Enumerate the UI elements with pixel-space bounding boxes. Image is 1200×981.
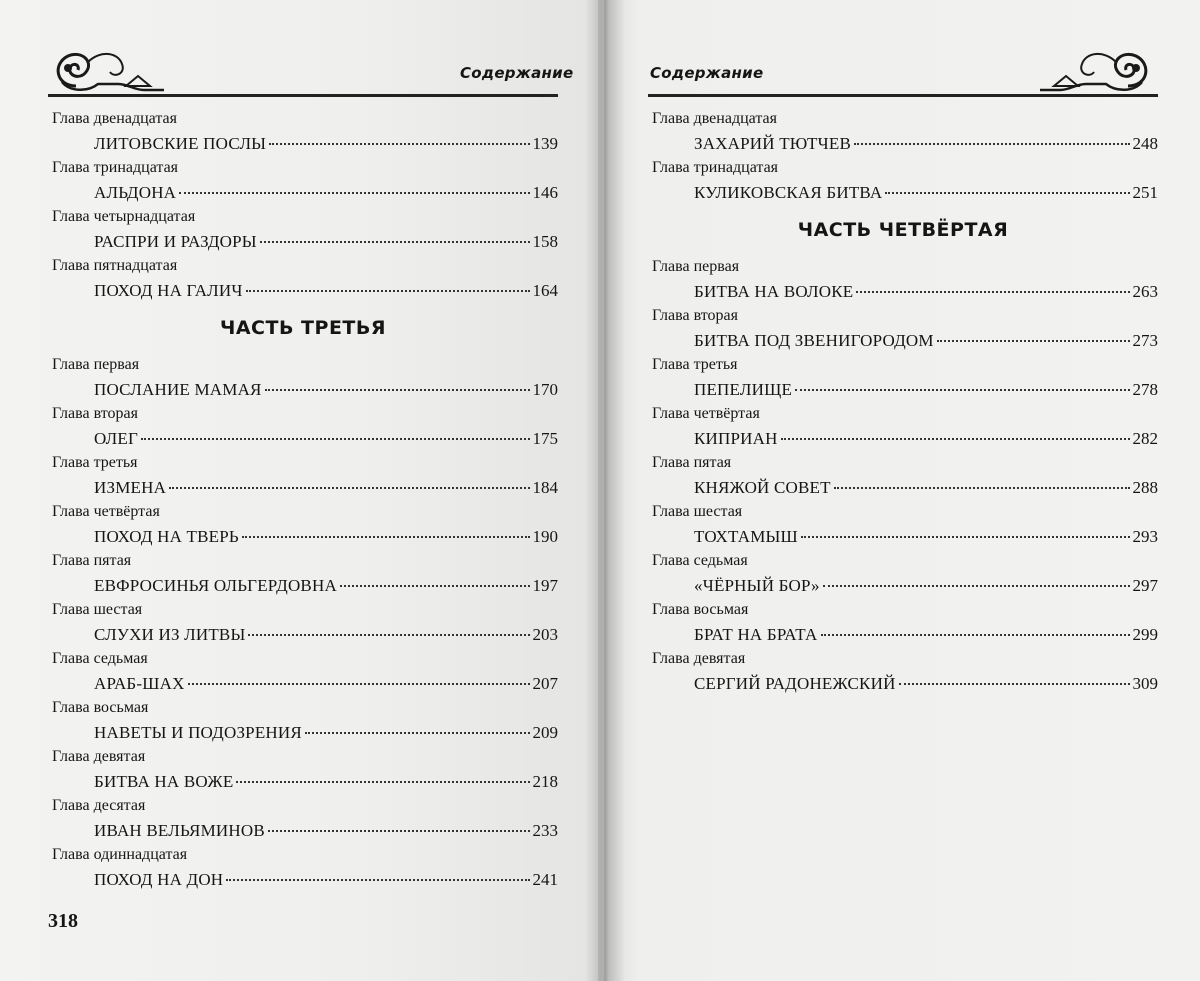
- toc-left: [48, 107, 558, 892]
- toc-entry: [48, 205, 558, 254]
- chapter-title: АРАБ-ШАХ: [94, 674, 185, 693]
- toc-entry: [48, 254, 558, 303]
- chapter-line: [94, 771, 558, 793]
- chapter-line: [694, 182, 1158, 204]
- dot-leader: [823, 585, 1130, 587]
- dot-leader: [801, 536, 1130, 538]
- page-reference: 139: [532, 134, 558, 153]
- page-reference: 158: [532, 232, 558, 251]
- chapter-label: Глава седьмая: [652, 552, 748, 569]
- dot-leader: [179, 192, 529, 194]
- chapter-label: Глава вторая: [52, 405, 138, 422]
- chapter-label: Глава тринадцатая: [52, 159, 179, 176]
- chapter-label: Глава третья: [652, 356, 738, 373]
- part-heading: ЧАСТЬ ТРЕТЬЯ: [220, 317, 386, 339]
- toc-group: [648, 255, 1158, 696]
- chapter-title: ИЗМЕНА: [94, 478, 167, 497]
- page-number: 318: [48, 910, 78, 932]
- chapter-line: [94, 722, 558, 744]
- dot-leader: [141, 438, 530, 440]
- chapter-line: [94, 133, 558, 155]
- toc-entry: [648, 598, 1158, 647]
- chapter-title: ТОХТАМЫШ: [694, 527, 798, 546]
- chapter-title: ПОХОД НА ТВЕРЬ: [94, 527, 239, 546]
- chapter-label: Глава шестая: [652, 503, 743, 520]
- page-reference: 218: [532, 772, 558, 791]
- chapter-title: БРАТ НА БРАТА: [694, 625, 818, 644]
- toc-entry: [648, 549, 1158, 598]
- chapter-line: [694, 673, 1158, 695]
- dot-leader: [248, 634, 529, 636]
- dot-leader: [937, 340, 1130, 342]
- chapter-line: [94, 673, 558, 695]
- chapter-title: ЕВФРОСИНЬЯ ОЛЬГЕРДОВНА: [94, 576, 337, 595]
- chapter-title: БИТВА ПОД ЗВЕНИГОРОДОМ: [694, 331, 934, 350]
- dot-leader: [781, 438, 1130, 440]
- chapter-line: [94, 280, 558, 302]
- chapter-label: Глава восьмая: [652, 601, 749, 618]
- toc-entry: [48, 353, 558, 402]
- chapter-title: БИТВА НА ВОЖЕ: [94, 772, 234, 791]
- dot-leader: [188, 683, 530, 685]
- dot-leader: [246, 290, 530, 292]
- chapter-label: Глава девятая: [652, 650, 746, 667]
- chapter-title: НАВЕТЫ И ПОДОЗРЕНИЯ: [94, 723, 302, 742]
- dot-leader: [885, 192, 1129, 194]
- page-reference: 263: [1132, 282, 1158, 301]
- chapter-label: Глава четырнадцатая: [52, 208, 196, 225]
- page-reference: 203: [532, 625, 558, 644]
- page-reference: 248: [1132, 134, 1158, 153]
- toc-entry: [48, 156, 558, 205]
- header-rule: [648, 94, 1158, 97]
- dot-leader: [834, 487, 1130, 489]
- chapter-label: Глава восьмая: [52, 699, 149, 716]
- page-reference: 209: [532, 723, 558, 742]
- toc-entry: [48, 107, 558, 156]
- dot-leader: [269, 143, 529, 145]
- chapter-label: Глава девятая: [52, 748, 146, 765]
- chapter-title: ЛИТОВСКИЕ ПОСЛЫ: [94, 134, 267, 153]
- page-reference: 197: [532, 576, 558, 595]
- chapter-label: Глава одиннадцатая: [52, 846, 188, 863]
- dot-leader: [242, 536, 530, 538]
- book-gutter: [585, 0, 625, 981]
- dot-leader: [340, 585, 530, 587]
- chapter-line: [694, 575, 1158, 597]
- toc-entry: [48, 745, 558, 794]
- chapter-line: [94, 182, 558, 204]
- toc-entry: [48, 598, 558, 647]
- dot-leader: [899, 683, 1130, 685]
- chapter-title: КУЛИКОВСКАЯ БИТВА: [694, 183, 883, 202]
- chapter-title: ПОСЛАНИЕ МАМАЯ: [94, 380, 262, 399]
- chapter-label: Глава первая: [652, 258, 740, 275]
- chapter-line: [694, 477, 1158, 499]
- dot-leader: [226, 879, 529, 881]
- page-reference: 293: [1132, 527, 1158, 546]
- dot-leader: [265, 389, 530, 391]
- page-reference: 241: [532, 870, 558, 889]
- chapter-label: Глава пятая: [652, 454, 732, 471]
- toc-entry: [48, 549, 558, 598]
- chapter-line: [694, 281, 1158, 303]
- page-reference: 299: [1132, 625, 1158, 644]
- toc-entry: [648, 451, 1158, 500]
- chapter-line: [94, 526, 558, 548]
- chapter-line: [694, 428, 1158, 450]
- chapter-line: [94, 820, 558, 842]
- dot-leader: [169, 487, 529, 489]
- toc-entry: [648, 156, 1158, 205]
- page-reference: 282: [1132, 429, 1158, 448]
- running-head: Содержание: [650, 64, 764, 82]
- toc-entry: [48, 402, 558, 451]
- chapter-title: РАСПРИ И РАЗДОРЫ: [94, 232, 257, 251]
- page-reference: 278: [1132, 380, 1158, 399]
- chapter-label: Глава вторая: [652, 307, 738, 324]
- chapter-title: КИПРИАН: [694, 429, 778, 448]
- toc-entry: [648, 402, 1158, 451]
- page-reference: 164: [532, 281, 558, 300]
- toc-group: [648, 107, 1158, 205]
- chapter-title: «ЧЁРНЫЙ БОР»: [694, 576, 820, 595]
- chapter-title: ПОХОД НА ДОН: [94, 870, 224, 889]
- chapter-line: [94, 869, 558, 891]
- toc-entry: [648, 647, 1158, 696]
- running-head: Содержание: [460, 64, 574, 82]
- page-reference: 190: [532, 527, 558, 546]
- dot-leader: [260, 241, 530, 243]
- chapter-line: [94, 428, 558, 450]
- chapter-title: ПЕПЕЛИЩЕ: [694, 380, 793, 399]
- page-reference: 175: [532, 429, 558, 448]
- page-reference: 273: [1132, 331, 1158, 350]
- dot-leader: [821, 634, 1130, 636]
- chapter-title: СЛУХИ ИЗ ЛИТВЫ: [94, 625, 246, 644]
- dot-leader: [268, 830, 530, 832]
- chapter-label: Глава десятая: [52, 797, 146, 814]
- page-reference: 233: [532, 821, 558, 840]
- page-reference: 207: [532, 674, 558, 693]
- chapter-line: [694, 330, 1158, 352]
- chapter-label: Глава четвёртая: [52, 503, 160, 520]
- chapter-title: ЗАХАРИЙ ТЮТЧЕВ: [694, 134, 851, 153]
- chapter-label: Глава третья: [52, 454, 138, 471]
- toc-entry: [48, 696, 558, 745]
- toc-group: [48, 107, 558, 303]
- chapter-label: Глава двенадцатая: [652, 110, 777, 127]
- chapter-label: Глава первая: [52, 356, 140, 373]
- chapter-line: [694, 624, 1158, 646]
- chapter-label: Глава двенадцатая: [52, 110, 177, 127]
- page-reference: 288: [1132, 478, 1158, 497]
- chapter-label: Глава седьмая: [52, 650, 148, 667]
- chapter-title: ПОХОД НА ГАЛИЧ: [94, 281, 243, 300]
- page-reference: 146: [532, 183, 558, 202]
- dot-leader: [856, 291, 1129, 293]
- page-reference: 297: [1132, 576, 1158, 595]
- chapter-title: КНЯЖОЙ СОВЕТ: [694, 478, 831, 497]
- chapter-label: Глава четвёртая: [652, 405, 760, 422]
- page-reference: 184: [532, 478, 558, 497]
- toc-entry: [648, 353, 1158, 402]
- dot-leader: [854, 143, 1130, 145]
- chapter-title: АЛЬДОНА: [94, 183, 177, 202]
- toc-entry: [648, 500, 1158, 549]
- page-reference: 170: [532, 380, 558, 399]
- chapter-line: [94, 624, 558, 646]
- dot-leader: [305, 732, 530, 734]
- toc-group: [48, 353, 558, 892]
- chapter-label: Глава пятая: [52, 552, 132, 569]
- toc-entry: [48, 451, 558, 500]
- chapter-title: БИТВА НА ВОЛОКЕ: [694, 282, 854, 301]
- chapter-line: [694, 526, 1158, 548]
- chapter-label: Глава тринадцатая: [652, 159, 779, 176]
- page-reference: 251: [1132, 183, 1158, 202]
- toc-entry: [48, 647, 558, 696]
- toc-right: [648, 107, 1158, 696]
- chapter-label: Глава пятнадцатая: [52, 257, 178, 274]
- chapter-line: [694, 379, 1158, 401]
- chapter-title: ИВАН ВЕЛЬЯМИНОВ: [94, 821, 265, 840]
- header-rule: [48, 94, 558, 97]
- toc-entry: [648, 255, 1158, 304]
- chapter-title: СЕРГИЙ РАДОНЕЖСКИЙ: [694, 674, 896, 693]
- toc-entry: [48, 500, 558, 549]
- toc-entry: [48, 794, 558, 843]
- chapter-title: ОЛЕГ: [94, 429, 138, 448]
- dot-leader: [795, 389, 1129, 391]
- toc-entry: [648, 107, 1158, 156]
- page-reference: 309: [1132, 674, 1158, 693]
- dot-leader: [236, 781, 529, 783]
- toc-entry: [48, 843, 558, 892]
- part-heading: ЧАСТЬ ЧЕТВЁРТАЯ: [797, 219, 1009, 241]
- chapter-line: [694, 133, 1158, 155]
- toc-entry: [648, 304, 1158, 353]
- chapter-line: [94, 231, 558, 253]
- chapter-line: [94, 379, 558, 401]
- chapter-label: Глава шестая: [52, 601, 143, 618]
- chapter-line: [94, 575, 558, 597]
- chapter-line: [94, 477, 558, 499]
